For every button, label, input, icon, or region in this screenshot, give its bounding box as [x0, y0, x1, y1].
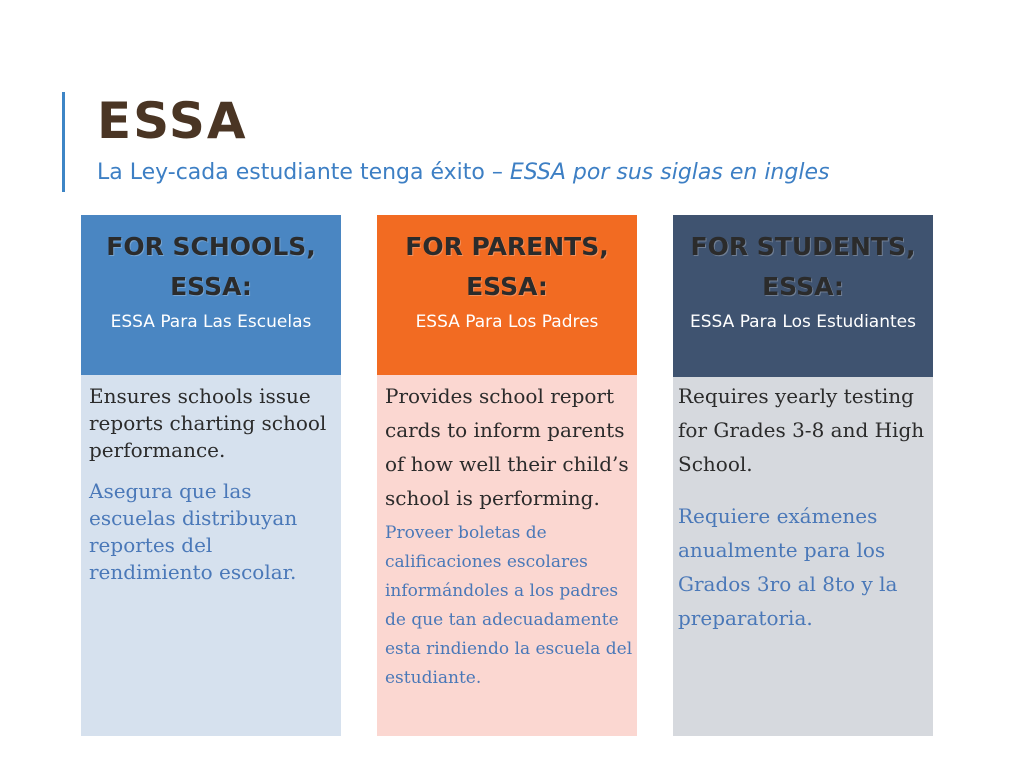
- subtitle-plain: La Ley-cada estudiante tenga éxito –: [97, 160, 510, 185]
- parents-english-text: Provides school report cards to inform parents of how well their child’s school is performing.: [385, 384, 629, 510]
- schools-body: [81, 375, 341, 736]
- students-body: [673, 377, 933, 736]
- schools-heading: FOR SCHOOLS, ESSA:: [106, 232, 316, 301]
- slide-title: ESSA: [97, 92, 248, 150]
- students-header: [673, 215, 933, 377]
- students-subheading: ESSA Para Los Estudiantes: [690, 312, 916, 332]
- parents-header: [377, 215, 637, 375]
- schools-subheading: ESSA Para Las Escuelas: [110, 312, 312, 332]
- subtitle-italic: ESSA por sus siglas en ingles: [509, 160, 830, 185]
- students-spanish-text: Requiere exámenes anualmente para los Grados 3ro al 8to y la preparatoria.: [678, 504, 898, 630]
- schools-english-text: Ensures schools issue reports charting school performance.: [89, 384, 327, 462]
- parents-subheading: ESSA Para Los Padres: [415, 312, 599, 332]
- students-english-text: Requires yearly testing for Grades 3-8 and High School.: [678, 384, 925, 476]
- slide-subtitle: [97, 160, 829, 185]
- schools-header: [81, 215, 341, 375]
- accent-bar: [62, 92, 65, 192]
- parents-heading: FOR PARENTS, ESSA:: [405, 232, 609, 301]
- schools-spanish-text: Asegura que las escuelas distribuyan reportes del rendimiento escolar.: [89, 479, 298, 584]
- parents-spanish-text: Proveer boletas de calificaciones escolares informándoles a los padres de que tan adecuadamente esta rindiendo la escuela del estudiante.: [385, 523, 633, 688]
- students-heading: FOR STUDENTS, ESSA:: [690, 232, 916, 301]
- parents-body: [377, 375, 637, 736]
